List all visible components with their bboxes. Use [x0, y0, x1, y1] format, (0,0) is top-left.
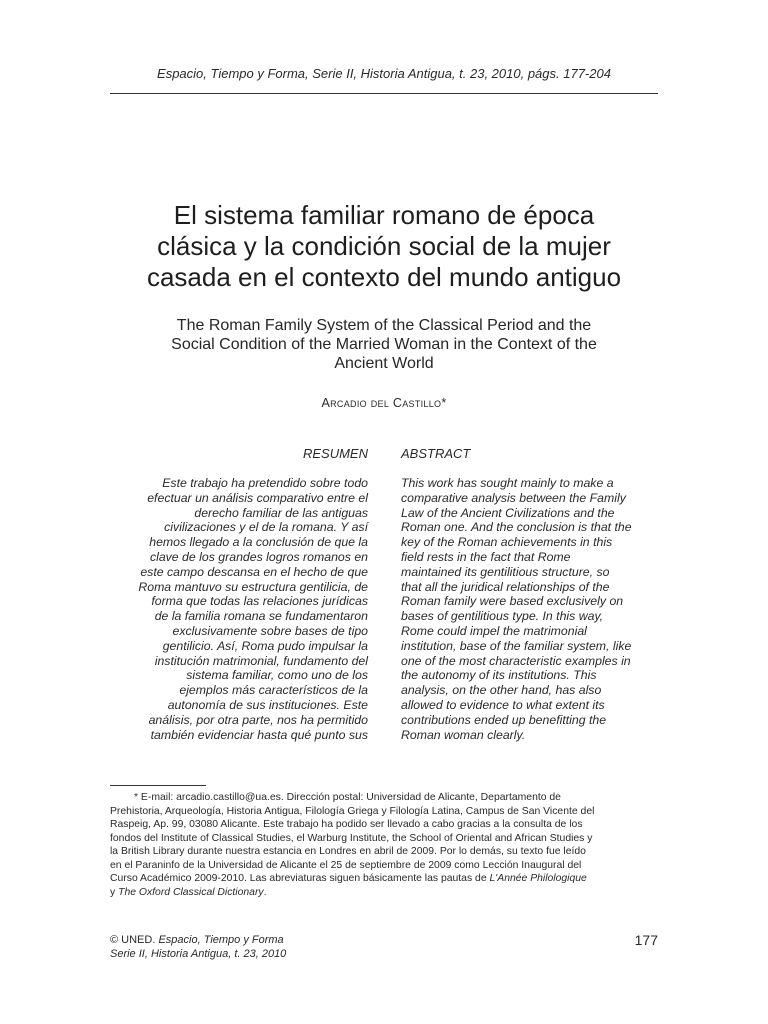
footer-line [110, 948, 658, 962]
footnote-text: . [263, 886, 267, 898]
abstract-text [401, 476, 671, 742]
abstract-line: analysis, on the other hand, has also [401, 683, 602, 698]
footnote-line: fondos del Institute of Classical Studies, el Warburg Institute, the School of Oriental and African Studies y [110, 832, 593, 844]
abstract-line: institution, base of the familiar system, like [401, 638, 632, 653]
resumen-line: este campo descansa en el hecho de que [140, 564, 368, 579]
abstract-line: bases of gentilitious type. In this way, [401, 609, 604, 624]
running-head: Espacio, Tiempo y Forma, Serie II, Historia Antigua, t. 23, 2010, págs. 177-204 [157, 66, 611, 81]
abstract-line: that all the juridical relationships of the [401, 579, 610, 594]
resumen-line: de la familia romana se fundamentaron [154, 609, 368, 624]
footnote-text: y [110, 886, 119, 898]
footnote-line [110, 886, 658, 900]
abstract-line: Rome could impel the matrimonial [401, 623, 587, 638]
footnote-line: Raspeig, Ap. 99, 03080 Alicante. Este trabajo ha podido ser llevado a cabo gracias a la consulta de los [110, 819, 583, 830]
abstract-line: Roman family were based exclusively on [401, 594, 624, 609]
resumen-line: derecho familiar de las antiguas [194, 505, 368, 520]
abstract-line: field rests in the fact that Rome [401, 549, 571, 564]
resumen-line: institución matrimonial, fundamento del [154, 653, 368, 668]
resumen-line: clave de los grandes logros romanos en [149, 549, 368, 564]
author-name: Arcadio del Castillo* [321, 396, 447, 410]
footnote-line: en el Paraninfo de la Universidad de Alicante el 25 de septiembre de 2009 como Lección Inaugural del [110, 859, 582, 871]
journal-title: L'Année Philologique [489, 873, 587, 884]
resumen-line: civilizaciones y el de la romana. Y así [164, 520, 368, 535]
resumen-line: ejemplos más característicos de la [179, 683, 368, 698]
title-line: casada en el contexto del mundo antiguo [146, 262, 622, 292]
resumen-line: Roma mantuvo su estructura gentilicia, de [138, 579, 368, 594]
footnote-rule [110, 785, 206, 786]
journal-name: Espacio, Tiempo y Forma [158, 934, 284, 946]
subtitle-line: Social Condition of the Married Woman in the Context of the [171, 336, 597, 353]
resumen-line: gentilicio. Así, Roma pudo impulsar la [162, 638, 368, 653]
abstract-line: comparative analysis between the Family [401, 490, 626, 505]
resumen-line: exclusivamente sobre bases de tipo [172, 623, 368, 638]
resumen-text [100, 476, 368, 742]
subtitle-line: The Roman Family System of the Classical Period and the [176, 317, 592, 334]
resumen-line: hemos llegado a la conclusión de que la [149, 535, 368, 550]
reference-title: The Oxford Classical Dictionary [118, 886, 264, 898]
abstract-line: key of the Roman achievements in this [401, 535, 613, 550]
footer-citation [110, 934, 658, 961]
abstract-line: Roman woman clearly. [401, 727, 526, 742]
copyright-text: © UNED. [110, 934, 159, 946]
abstract-line: the autonomy of its institutions. This [401, 668, 597, 683]
title-line: clásica y la condición social de la mujer [157, 231, 611, 261]
subtitle-line: Ancient World [334, 355, 434, 372]
footer-line [110, 934, 658, 948]
abstract-heading: ABSTRACT [401, 446, 471, 461]
footnote-line: la British Library durante nuestra estancia en Londres en abril de 2009. Por lo demás, su texto fue leído [110, 846, 586, 857]
footnote-line: Prehistoria, Arqueología, Historia Antigua, Filología Griega y Filología Latina, Campus de San Vicente del [110, 805, 595, 817]
article-subtitle [105, 316, 663, 373]
article-title [100, 200, 668, 293]
header-rule [110, 93, 658, 94]
journal-volume: Serie II, Historia Antigua, t. 23, 2010 [110, 947, 287, 960]
resumen-line: autonomía de sus instituciones. Este [167, 697, 368, 712]
resumen-line: forma que todas las relaciones jurídicas [151, 594, 368, 609]
title-line: El sistema familiar romano de época [173, 200, 595, 230]
abstract-line: contributions ended up benefitting the [401, 712, 607, 727]
resumen-line: también evidenciar hasta qué punto sus [150, 727, 368, 742]
page-footer [110, 934, 658, 961]
abstract-line: Roman one. And the conclusion is that the [401, 520, 632, 535]
resumen-heading: RESUMEN [302, 446, 368, 461]
page-number: 177 [634, 932, 658, 948]
resumen-line: análisis, por otra parte, nos ha permitido [148, 712, 368, 727]
resumen-line: sistema familiar, como uno de los [186, 668, 368, 683]
abstract-line: This work has sought mainly to make a [401, 476, 614, 490]
footnote-text: Curso Académico 2009-2010. Las abreviaturas siguen básicamente las pautas de [110, 873, 490, 884]
abstract-line: maintained its gentilitious structure, so [401, 564, 610, 579]
abstract-line: one of the most characteristic examples in [401, 653, 631, 668]
resumen-line: Este trabajo ha pretendido sobre todo [162, 476, 368, 490]
abstract-line: Law of the Ancient Civilizations and the [401, 505, 615, 520]
footnote-line [110, 872, 658, 886]
footnote [110, 791, 658, 899]
abstract-line: allowed to evidence to what extent its [401, 697, 605, 712]
resumen-line: efectuar un análisis comparativo entre el [147, 490, 368, 505]
footnote-line: * E-mail: arcadio.castillo@ua.es. Dirección postal: Universidad de Alicante, Departamento de [134, 792, 561, 803]
